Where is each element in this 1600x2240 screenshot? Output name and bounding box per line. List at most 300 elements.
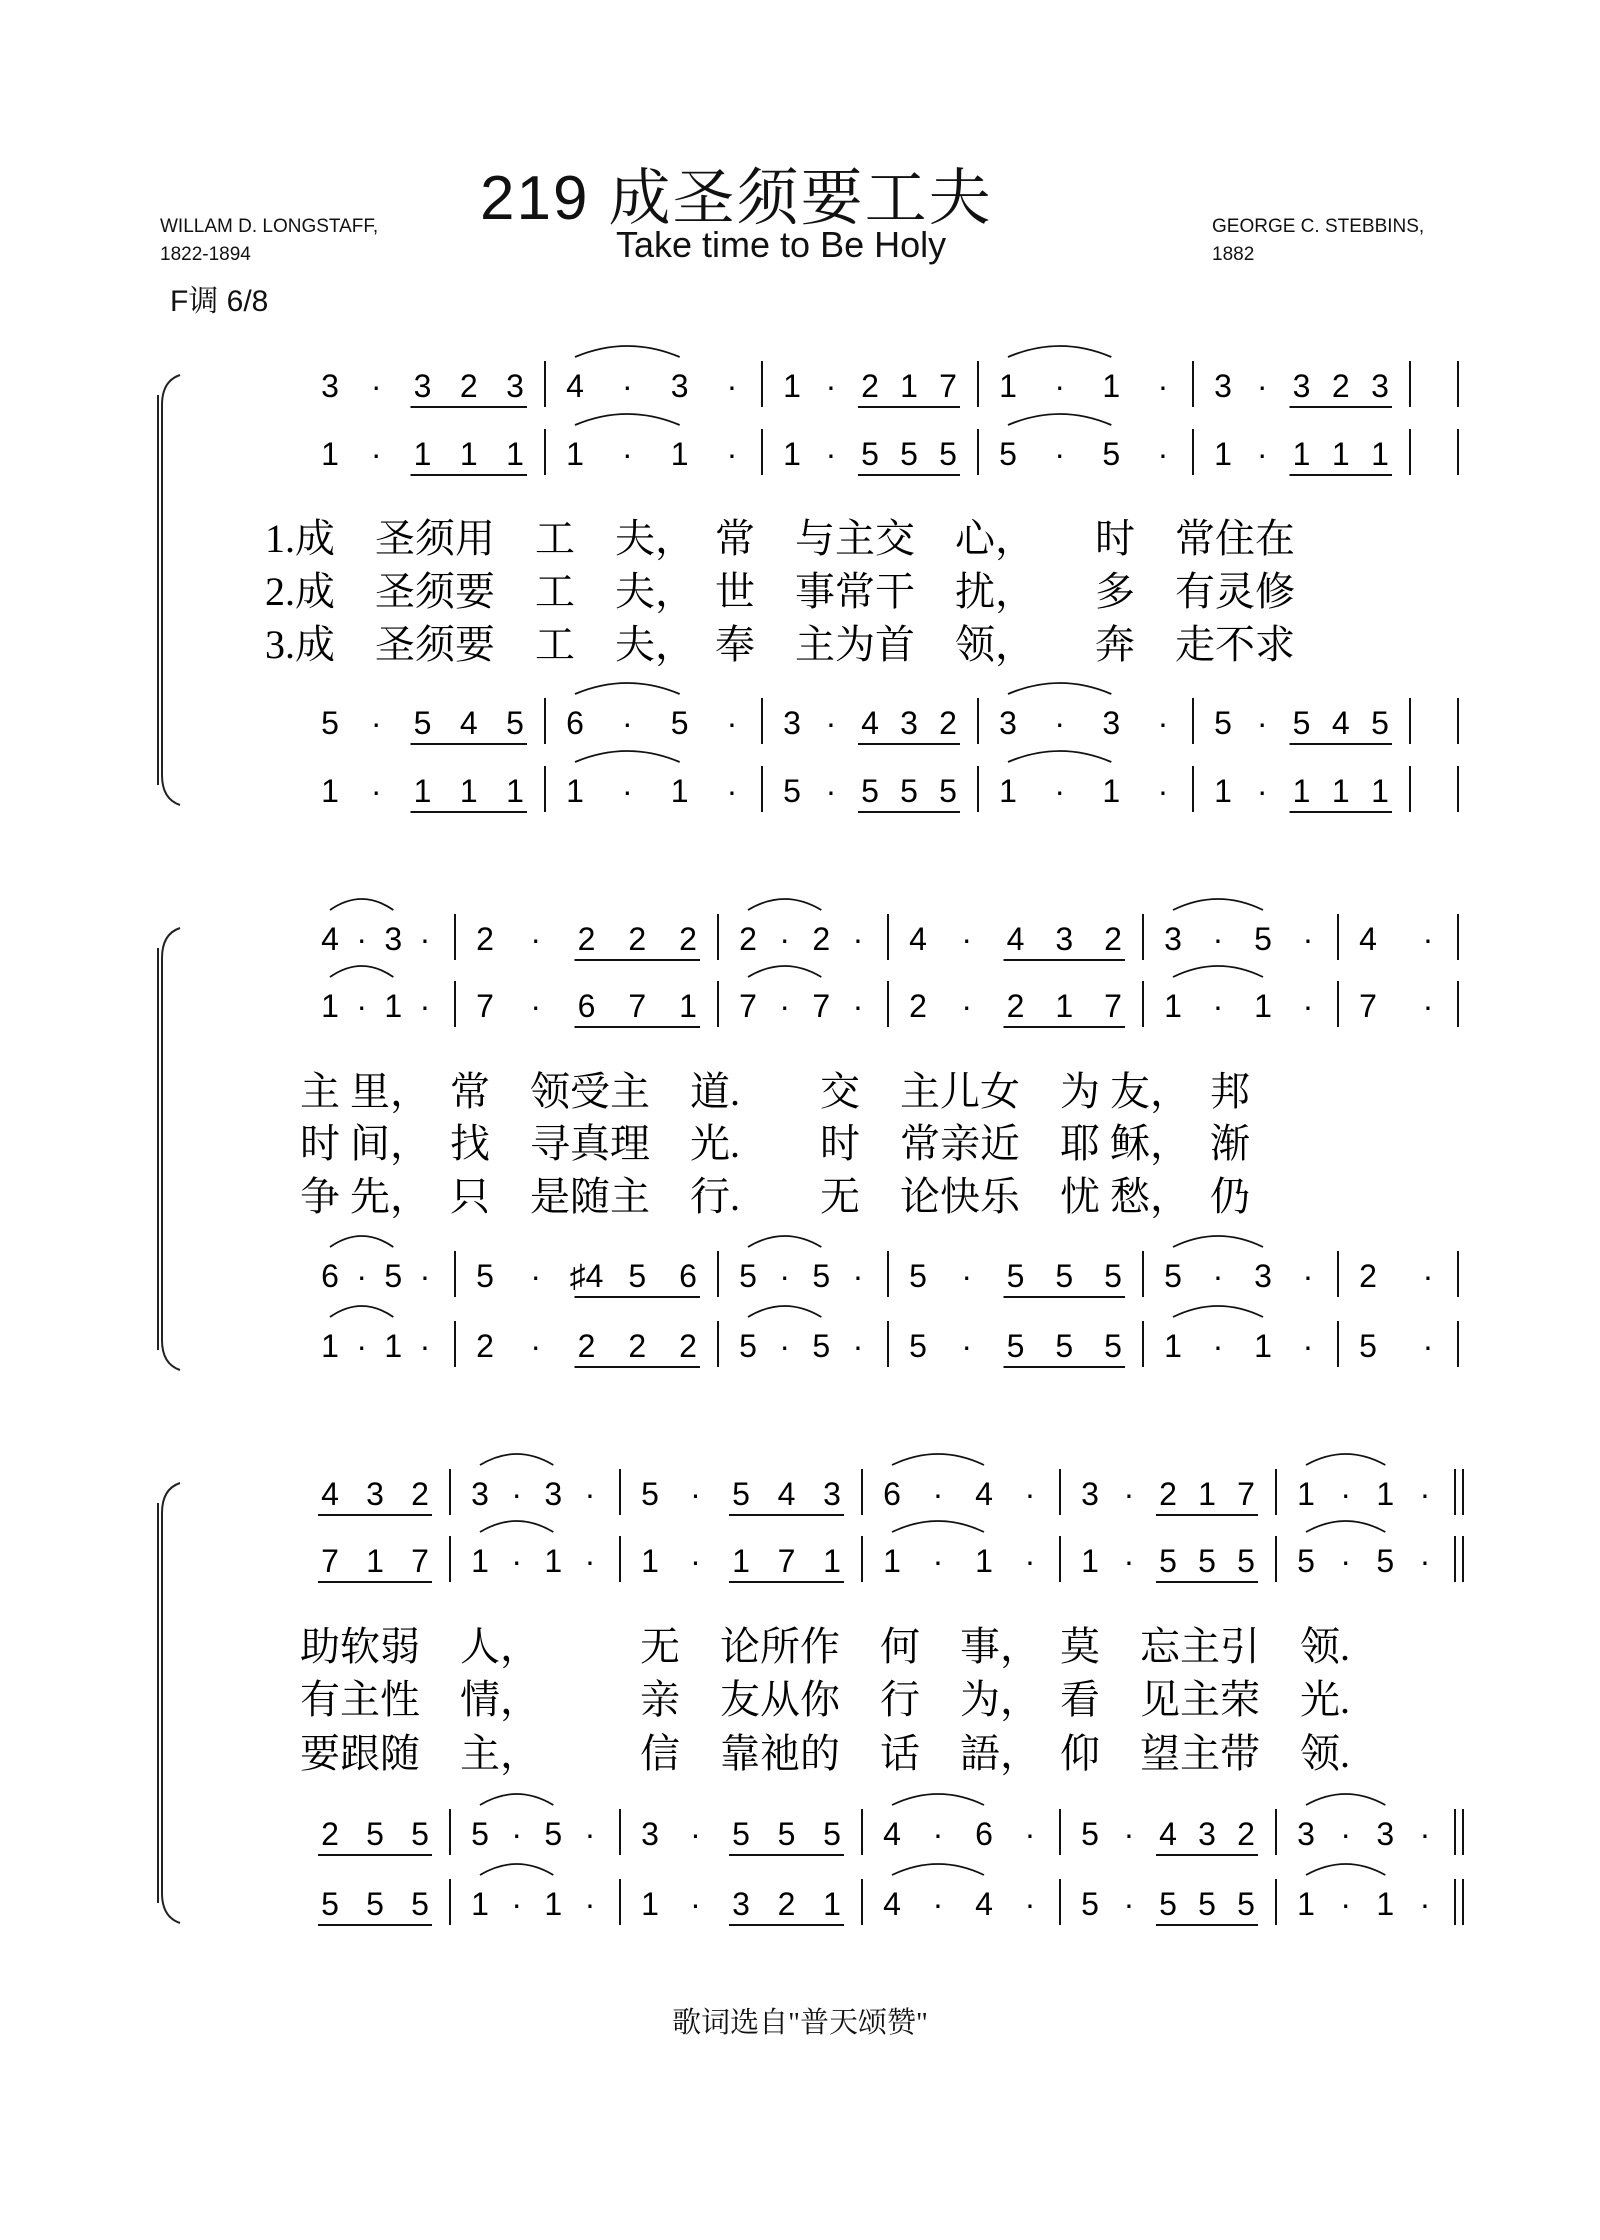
note: 6 — [566, 705, 584, 741]
note: 3 — [670, 368, 689, 404]
note: 3 — [732, 1886, 750, 1922]
note: 3 — [1198, 1816, 1216, 1852]
dot: · — [825, 705, 837, 741]
note: 3 — [321, 368, 339, 404]
tie-arc — [1173, 1236, 1263, 1247]
dot: · — [511, 1476, 522, 1512]
dot: · — [530, 1328, 542, 1364]
note: 3 — [1055, 921, 1074, 957]
lyric-line: 助软弱 人， 无 论所作 何 事， 莫 忘主引 领. — [300, 1624, 1350, 1669]
note: 7 — [1237, 1476, 1255, 1512]
dot: · — [370, 773, 382, 809]
note: 1 — [321, 436, 339, 472]
note: 5 — [366, 1816, 384, 1852]
dot: · — [584, 1886, 596, 1922]
dot: · — [690, 1816, 701, 1852]
note: 5 — [1198, 1886, 1216, 1922]
dot: · — [584, 1476, 596, 1512]
dot: · — [1422, 1258, 1434, 1294]
note: 3 — [366, 1476, 384, 1512]
note: 1 — [1081, 1543, 1099, 1579]
tie-arc — [1306, 1521, 1385, 1532]
note: 1 — [321, 1328, 339, 1364]
note: 3 — [1371, 368, 1389, 404]
note: 5 — [321, 1886, 339, 1922]
dot: · — [852, 1328, 864, 1364]
tie-arc — [330, 899, 393, 910]
composer-name: GEORGE C. STEBBINS, — [1212, 216, 1425, 237]
dot: · — [419, 921, 431, 957]
note: 4 — [909, 921, 927, 957]
dot: · — [690, 1886, 701, 1922]
tie-arc — [1306, 1864, 1385, 1875]
note: 1 — [1214, 436, 1232, 472]
lyrics-source: 歌词选自"普天颂赞" — [672, 2007, 928, 2039]
dot: · — [961, 1258, 973, 1294]
dot: · — [1123, 1816, 1135, 1852]
note: 2 — [1104, 921, 1122, 957]
note: 5 — [366, 1886, 384, 1922]
dot: · — [419, 1328, 431, 1364]
tie-arc — [330, 1236, 393, 1247]
tie-arc — [1173, 966, 1263, 977]
dot: · — [825, 436, 837, 472]
note: 5 — [641, 1476, 659, 1512]
note: 2 — [1237, 1816, 1255, 1852]
note: 1 — [1254, 988, 1272, 1024]
note: 5 — [1006, 1328, 1025, 1364]
note: 2 — [628, 1328, 647, 1364]
dot: · — [419, 1258, 431, 1294]
note: 1 — [566, 773, 584, 809]
note: 2 — [861, 368, 879, 404]
lyric-line: 2.成 圣须要 工 夫， 世 事常干 扰， 多 有灵修 — [265, 569, 1295, 614]
note: 1 — [999, 773, 1017, 809]
note: 5 — [777, 1816, 796, 1852]
note: 5 — [1214, 705, 1232, 741]
note: 5 — [1297, 1543, 1315, 1579]
note: 3 — [1376, 1816, 1395, 1852]
tie-arc — [575, 751, 680, 762]
note: 7 — [812, 988, 831, 1024]
tie-arc — [330, 966, 393, 977]
dot: · — [1419, 1476, 1431, 1512]
note: 5 — [783, 773, 801, 809]
dot: · — [370, 436, 382, 472]
tie-arc — [1306, 1794, 1385, 1805]
note: 5 — [909, 1328, 927, 1364]
dot: · — [511, 1816, 522, 1852]
note: 5 — [823, 1816, 841, 1852]
note: 2 — [411, 1476, 429, 1512]
system-bracket — [162, 375, 180, 805]
lyric-line: 1.成 圣须用 工 夫， 常 与主交 心， 时 常住在 — [265, 516, 1295, 561]
lyric-line: 主 里， 常 领受主 道. 交 主儿女 为 友， 邦 — [300, 1069, 1250, 1114]
dot: · — [932, 1543, 944, 1579]
tie-arc — [892, 1454, 984, 1465]
note: 6 — [975, 1816, 993, 1852]
note: 3 — [823, 1476, 841, 1512]
note: 5 — [506, 705, 524, 741]
note: 1 — [321, 773, 339, 809]
note: 1 — [413, 773, 432, 809]
dot: · — [690, 1476, 701, 1512]
note: 7 — [739, 988, 757, 1024]
lyricist-name: WILLAM D. LONGSTAFF, — [160, 216, 379, 237]
dot: · — [1302, 988, 1314, 1024]
note: 5 — [1102, 436, 1121, 472]
note: 3 — [506, 368, 524, 404]
dot: · — [1024, 1886, 1036, 1922]
note: 1 — [459, 773, 478, 809]
note: 1 — [975, 1543, 993, 1579]
note: 1 — [1376, 1886, 1395, 1922]
note: 5 — [1198, 1543, 1216, 1579]
note: 7 — [939, 368, 957, 404]
note: 1 — [670, 773, 689, 809]
tie-arc — [748, 1236, 821, 1247]
note: 2 — [577, 1328, 596, 1364]
note: 2 — [476, 921, 494, 957]
note: 2 — [476, 1328, 494, 1364]
note: 4 — [321, 1476, 339, 1512]
dot: · — [511, 1886, 522, 1922]
note: 2 — [939, 705, 957, 741]
note: 1 — [999, 368, 1017, 404]
note: 5 — [1006, 1258, 1025, 1294]
note: 5 — [413, 705, 432, 741]
dot: · — [1212, 1328, 1224, 1364]
note: 2 — [739, 921, 757, 957]
note: 2 — [777, 1886, 796, 1922]
note: 3 — [1214, 368, 1232, 404]
dot: · — [1157, 368, 1169, 404]
dot: · — [690, 1543, 701, 1579]
note: 4 — [883, 1816, 901, 1852]
dot: · — [961, 988, 973, 1024]
note: 3 — [900, 705, 918, 741]
note: 5 — [1081, 1886, 1099, 1922]
tie-arc — [480, 1864, 553, 1875]
note: 3 — [641, 1816, 659, 1852]
note: 5 — [900, 436, 918, 472]
dot: · — [370, 705, 382, 741]
note: 2 — [628, 921, 647, 957]
note: 4 — [1331, 705, 1350, 741]
dot: · — [932, 1476, 944, 1512]
note: 5 — [861, 773, 879, 809]
note: 1 — [823, 1886, 841, 1922]
dot: · — [1024, 1816, 1036, 1852]
note: 5 — [939, 773, 957, 809]
dot: · — [530, 988, 542, 1024]
note: 1 — [670, 436, 689, 472]
note: 5 — [1055, 1328, 1074, 1364]
note: 5 — [812, 1328, 831, 1364]
note: 3 — [544, 1476, 563, 1512]
note: 1 — [900, 368, 918, 404]
score-system — [158, 1454, 1463, 1925]
note: 2 — [577, 921, 596, 957]
note: 7 — [321, 1543, 339, 1579]
note: 1 — [506, 773, 524, 809]
note: 5 — [1359, 1328, 1377, 1364]
note: 5 — [1159, 1543, 1177, 1579]
note: 3 — [1254, 1258, 1272, 1294]
note: 6 — [577, 988, 596, 1024]
dot: · — [726, 705, 738, 741]
dot: · — [530, 1258, 542, 1294]
note: 1 — [321, 988, 339, 1024]
note: 4 — [566, 368, 584, 404]
note: 1 — [883, 1543, 901, 1579]
dot: · — [779, 988, 790, 1024]
dot: · — [1123, 1476, 1135, 1512]
dot: · — [1157, 436, 1169, 472]
dot: · — [1419, 1886, 1431, 1922]
note: 1 — [1055, 988, 1074, 1024]
dot: · — [1212, 921, 1224, 957]
note: 1 — [1254, 1328, 1272, 1364]
note: 1 — [1292, 773, 1311, 809]
note: 7 — [411, 1543, 429, 1579]
dot: · — [726, 368, 738, 404]
dot: · — [511, 1543, 522, 1579]
note: 6 — [679, 1258, 697, 1294]
system-bracket — [162, 1483, 180, 1923]
note: 5 — [1164, 1258, 1182, 1294]
dot: · — [1054, 773, 1065, 809]
note: 3 — [999, 705, 1017, 741]
tie-arc — [575, 346, 680, 357]
dot: · — [825, 773, 837, 809]
note: 7 — [1359, 988, 1377, 1024]
note: 1 — [679, 988, 697, 1024]
dot: · — [1302, 1328, 1314, 1364]
note: 1 — [544, 1543, 563, 1579]
dot: · — [726, 436, 738, 472]
note: 4 — [883, 1886, 901, 1922]
note: 1 — [471, 1886, 489, 1922]
composer-year: 1882 — [1212, 244, 1255, 265]
dot: · — [356, 1258, 367, 1294]
note: 5 — [861, 436, 879, 472]
tie-arc — [892, 1521, 984, 1532]
note: 5 — [1376, 1543, 1395, 1579]
note: 3 — [413, 368, 432, 404]
dot: · — [1340, 1476, 1351, 1512]
dot: · — [584, 1543, 596, 1579]
note: 1 — [1297, 1886, 1315, 1922]
dot: · — [1340, 1816, 1351, 1852]
note: 3 — [1297, 1816, 1315, 1852]
dot: · — [1422, 988, 1434, 1024]
dot: · — [779, 1258, 790, 1294]
tie-arc — [1306, 1454, 1385, 1465]
note: 5 — [732, 1816, 750, 1852]
dot: · — [356, 988, 367, 1024]
note: 5 — [411, 1816, 429, 1852]
tie-arc — [1008, 414, 1111, 425]
note: 1 — [384, 1328, 403, 1364]
note: 1 — [1214, 773, 1232, 809]
note: 5 — [1104, 1258, 1122, 1294]
dot: · — [1054, 368, 1065, 404]
dot: · — [1340, 1886, 1351, 1922]
dot: · — [419, 988, 431, 1024]
score-system — [158, 899, 1458, 1370]
dot: · — [1024, 1543, 1036, 1579]
note: 1 — [1331, 436, 1350, 472]
note: 2 — [1359, 1258, 1377, 1294]
dot: · — [1123, 1543, 1135, 1579]
note: 1 — [1102, 368, 1121, 404]
tie-arc — [480, 1454, 553, 1465]
dot: · — [1422, 1328, 1434, 1364]
tie-arc — [1008, 346, 1111, 357]
note: 1 — [1198, 1476, 1216, 1512]
note: 3 — [471, 1476, 489, 1512]
note: 2 — [909, 988, 927, 1024]
note: 1 — [1164, 1328, 1182, 1364]
dot: · — [1123, 1886, 1135, 1922]
note: 4 — [1006, 921, 1025, 957]
tie-arc — [330, 1306, 393, 1317]
dot: · — [530, 921, 542, 957]
note: 4 — [975, 1886, 993, 1922]
lyric-line: 有主性 情， 亲 友从你 行 为， 看 见主荣 光. — [300, 1677, 1350, 1722]
note: 5 — [628, 1258, 647, 1294]
note: 5 — [1237, 1543, 1255, 1579]
dot: · — [356, 921, 367, 957]
note: 1 — [1376, 1476, 1395, 1512]
note: 5 — [1292, 705, 1311, 741]
dot: · — [852, 988, 864, 1024]
note: 3 — [1081, 1476, 1099, 1512]
note: 4 — [975, 1476, 993, 1512]
note: 1 — [1331, 773, 1350, 809]
lyric-line: 争 先， 只 是随主 行. 无 论快乐 忧 愁， 仍 — [300, 1174, 1250, 1219]
note: 1 — [1164, 988, 1182, 1024]
note: 3 — [384, 921, 403, 957]
note: 1 — [566, 436, 584, 472]
note: 1 — [366, 1543, 384, 1579]
note: 4 — [1159, 1816, 1177, 1852]
note: 1 — [471, 1543, 489, 1579]
note: 1 — [413, 436, 432, 472]
note: 5 — [670, 705, 689, 741]
dot: · — [584, 1816, 596, 1852]
dot: · — [1302, 921, 1314, 957]
note: 5 — [1104, 1328, 1122, 1364]
dot: · — [779, 921, 790, 957]
tie-arc — [1173, 899, 1263, 910]
note: 3 — [1292, 368, 1311, 404]
dot: · — [1212, 1258, 1224, 1294]
tie-arc — [748, 899, 821, 910]
note: 1 — [1102, 773, 1121, 809]
tie-arc — [748, 966, 821, 977]
note: 5 — [812, 1258, 831, 1294]
note: 5 — [1055, 1258, 1074, 1294]
note: 4 — [1359, 921, 1377, 957]
note: 3 — [1102, 705, 1121, 741]
dot: · — [370, 368, 382, 404]
note: 5 — [411, 1886, 429, 1922]
dot: · — [1302, 1258, 1314, 1294]
note: 6 — [883, 1476, 901, 1512]
note: 4 — [321, 921, 339, 957]
note: 5 — [476, 1258, 494, 1294]
dot: · — [961, 1328, 973, 1364]
dot: · — [1212, 988, 1224, 1024]
dot: · — [1054, 705, 1065, 741]
dot: · — [961, 921, 973, 957]
note: 1 — [732, 1543, 750, 1579]
score-system — [158, 346, 1458, 812]
note: 5 — [732, 1476, 750, 1512]
lyric-line: 要跟随 主， 信 靠祂的 话 語， 仰 望主带 领. — [300, 1731, 1350, 1776]
dot: · — [1256, 436, 1268, 472]
note: 5 — [1237, 1886, 1255, 1922]
note: 1 — [783, 368, 801, 404]
note: 1 — [823, 1543, 841, 1579]
dot: · — [622, 436, 633, 472]
note: 1 — [641, 1543, 659, 1579]
tie-arc — [480, 1521, 553, 1532]
dot: · — [932, 1886, 944, 1922]
note: 6 — [321, 1258, 339, 1294]
note: 3 — [1164, 921, 1182, 957]
note: 2 — [321, 1816, 339, 1852]
note: 2 — [1331, 368, 1350, 404]
dot: · — [726, 773, 738, 809]
note: 1 — [1371, 436, 1389, 472]
note: 7 — [777, 1543, 796, 1579]
note: 2 — [679, 1328, 697, 1364]
dot: · — [779, 1328, 790, 1364]
note: 1 — [384, 988, 403, 1024]
note: 5 — [1371, 705, 1389, 741]
note: 5 — [900, 773, 918, 809]
note: 1 — [1292, 436, 1311, 472]
note: 3 — [783, 705, 801, 741]
note: 5 — [999, 436, 1017, 472]
dot: · — [852, 1258, 864, 1294]
note: 4 — [861, 705, 879, 741]
note: 1 — [459, 436, 478, 472]
note: 5 — [1159, 1886, 1177, 1922]
note: 5 — [384, 1258, 403, 1294]
note: 5 — [739, 1328, 757, 1364]
tie-arc — [575, 414, 680, 425]
dot: · — [1422, 921, 1434, 957]
dot: · — [1054, 436, 1065, 472]
note: 2 — [1006, 988, 1025, 1024]
tie-arc — [892, 1794, 984, 1805]
dot: · — [622, 705, 633, 741]
dot: · — [1256, 773, 1268, 809]
tie-arc — [1008, 751, 1111, 762]
dot: · — [1157, 705, 1169, 741]
note: 5 — [909, 1258, 927, 1294]
dot: · — [1256, 368, 1268, 404]
note: 1 — [1371, 773, 1389, 809]
note: 1 — [1297, 1476, 1315, 1512]
tie-arc — [1173, 1306, 1263, 1317]
note: 1 — [641, 1886, 659, 1922]
system-bracket — [162, 928, 180, 1370]
